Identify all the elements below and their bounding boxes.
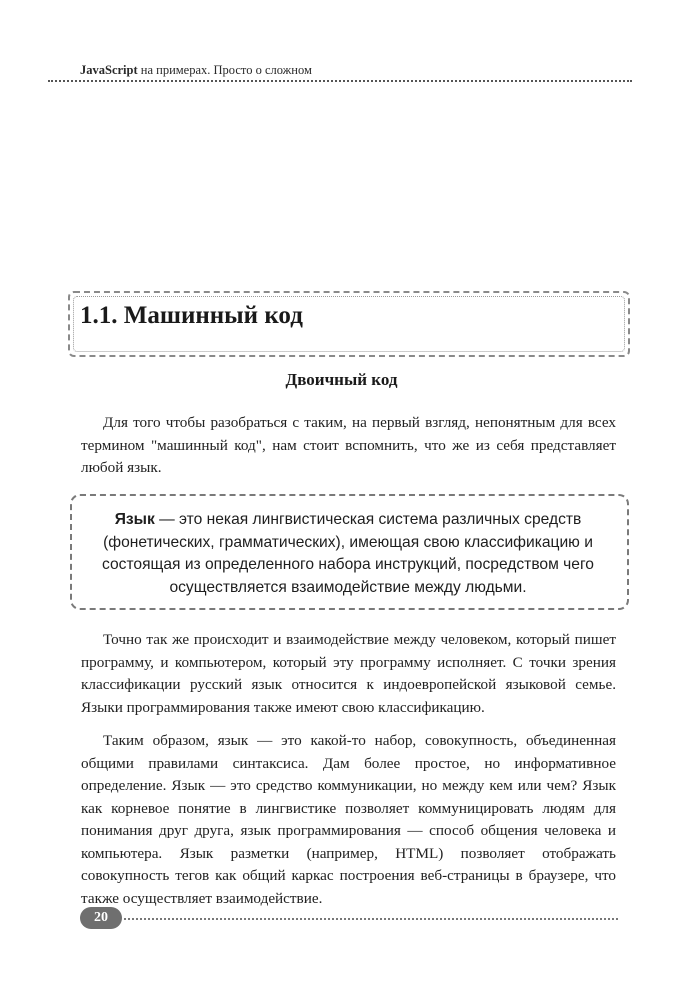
paragraph-language-definition: Таким образом, язык — это какой-то набор, совокупность, объединенная общими правилами синтаксиса. Дам более простое, но информативное определение. Язык — это средство коммуникации, но между кем или чем? Язык как корневое понятие в лингвистике позволяет коммуницировать людям для понимания друг друга, язык программирования — способ общения человека и компьютера. Язык разметки (например, HTML) позволяет отображать совокупность тегов как общий каркас построения веб-страницы в браузере, что также осуществляет взаимодействие. <box>81 732 616 907</box>
running-head <box>80 63 312 78</box>
paragraph-interaction: Точно так же происходит и взаимодействие между человеком, который пишет программу, и компьютером, который эту программу исполняет. С точки зрения классификации русский язык относится к индоевропейской языковой семье. Языки программирования также имеют свою классификацию. <box>81 631 616 716</box>
chapter-title: 1.1. Машинный код <box>80 302 303 329</box>
footer-divider <box>124 918 618 920</box>
definition-term: Язык <box>114 511 155 528</box>
section-title: Двоичный код <box>285 370 398 389</box>
page-number-badge: 20 <box>80 907 122 929</box>
book-subtitle: на примерах. Просто о сложном <box>140 63 312 77</box>
definition-callout <box>84 509 612 599</box>
definition-text: — это некая лингвистическая система различных средств (фонетических, грамматических), имеющая свою классификацию и состоящая из определенного набора инструкций, посредством чего осуществляется взаимодействие между людьми. <box>102 511 594 596</box>
book-title: JavaScript <box>80 63 138 77</box>
header-divider <box>48 80 632 82</box>
paragraph-intro: Для того чтобы разобраться с таким, на первый взгляд, непонятным для всех термином "машинный код", нам стоит вспомнить, что же из себя представляет любой язык. <box>81 414 616 476</box>
